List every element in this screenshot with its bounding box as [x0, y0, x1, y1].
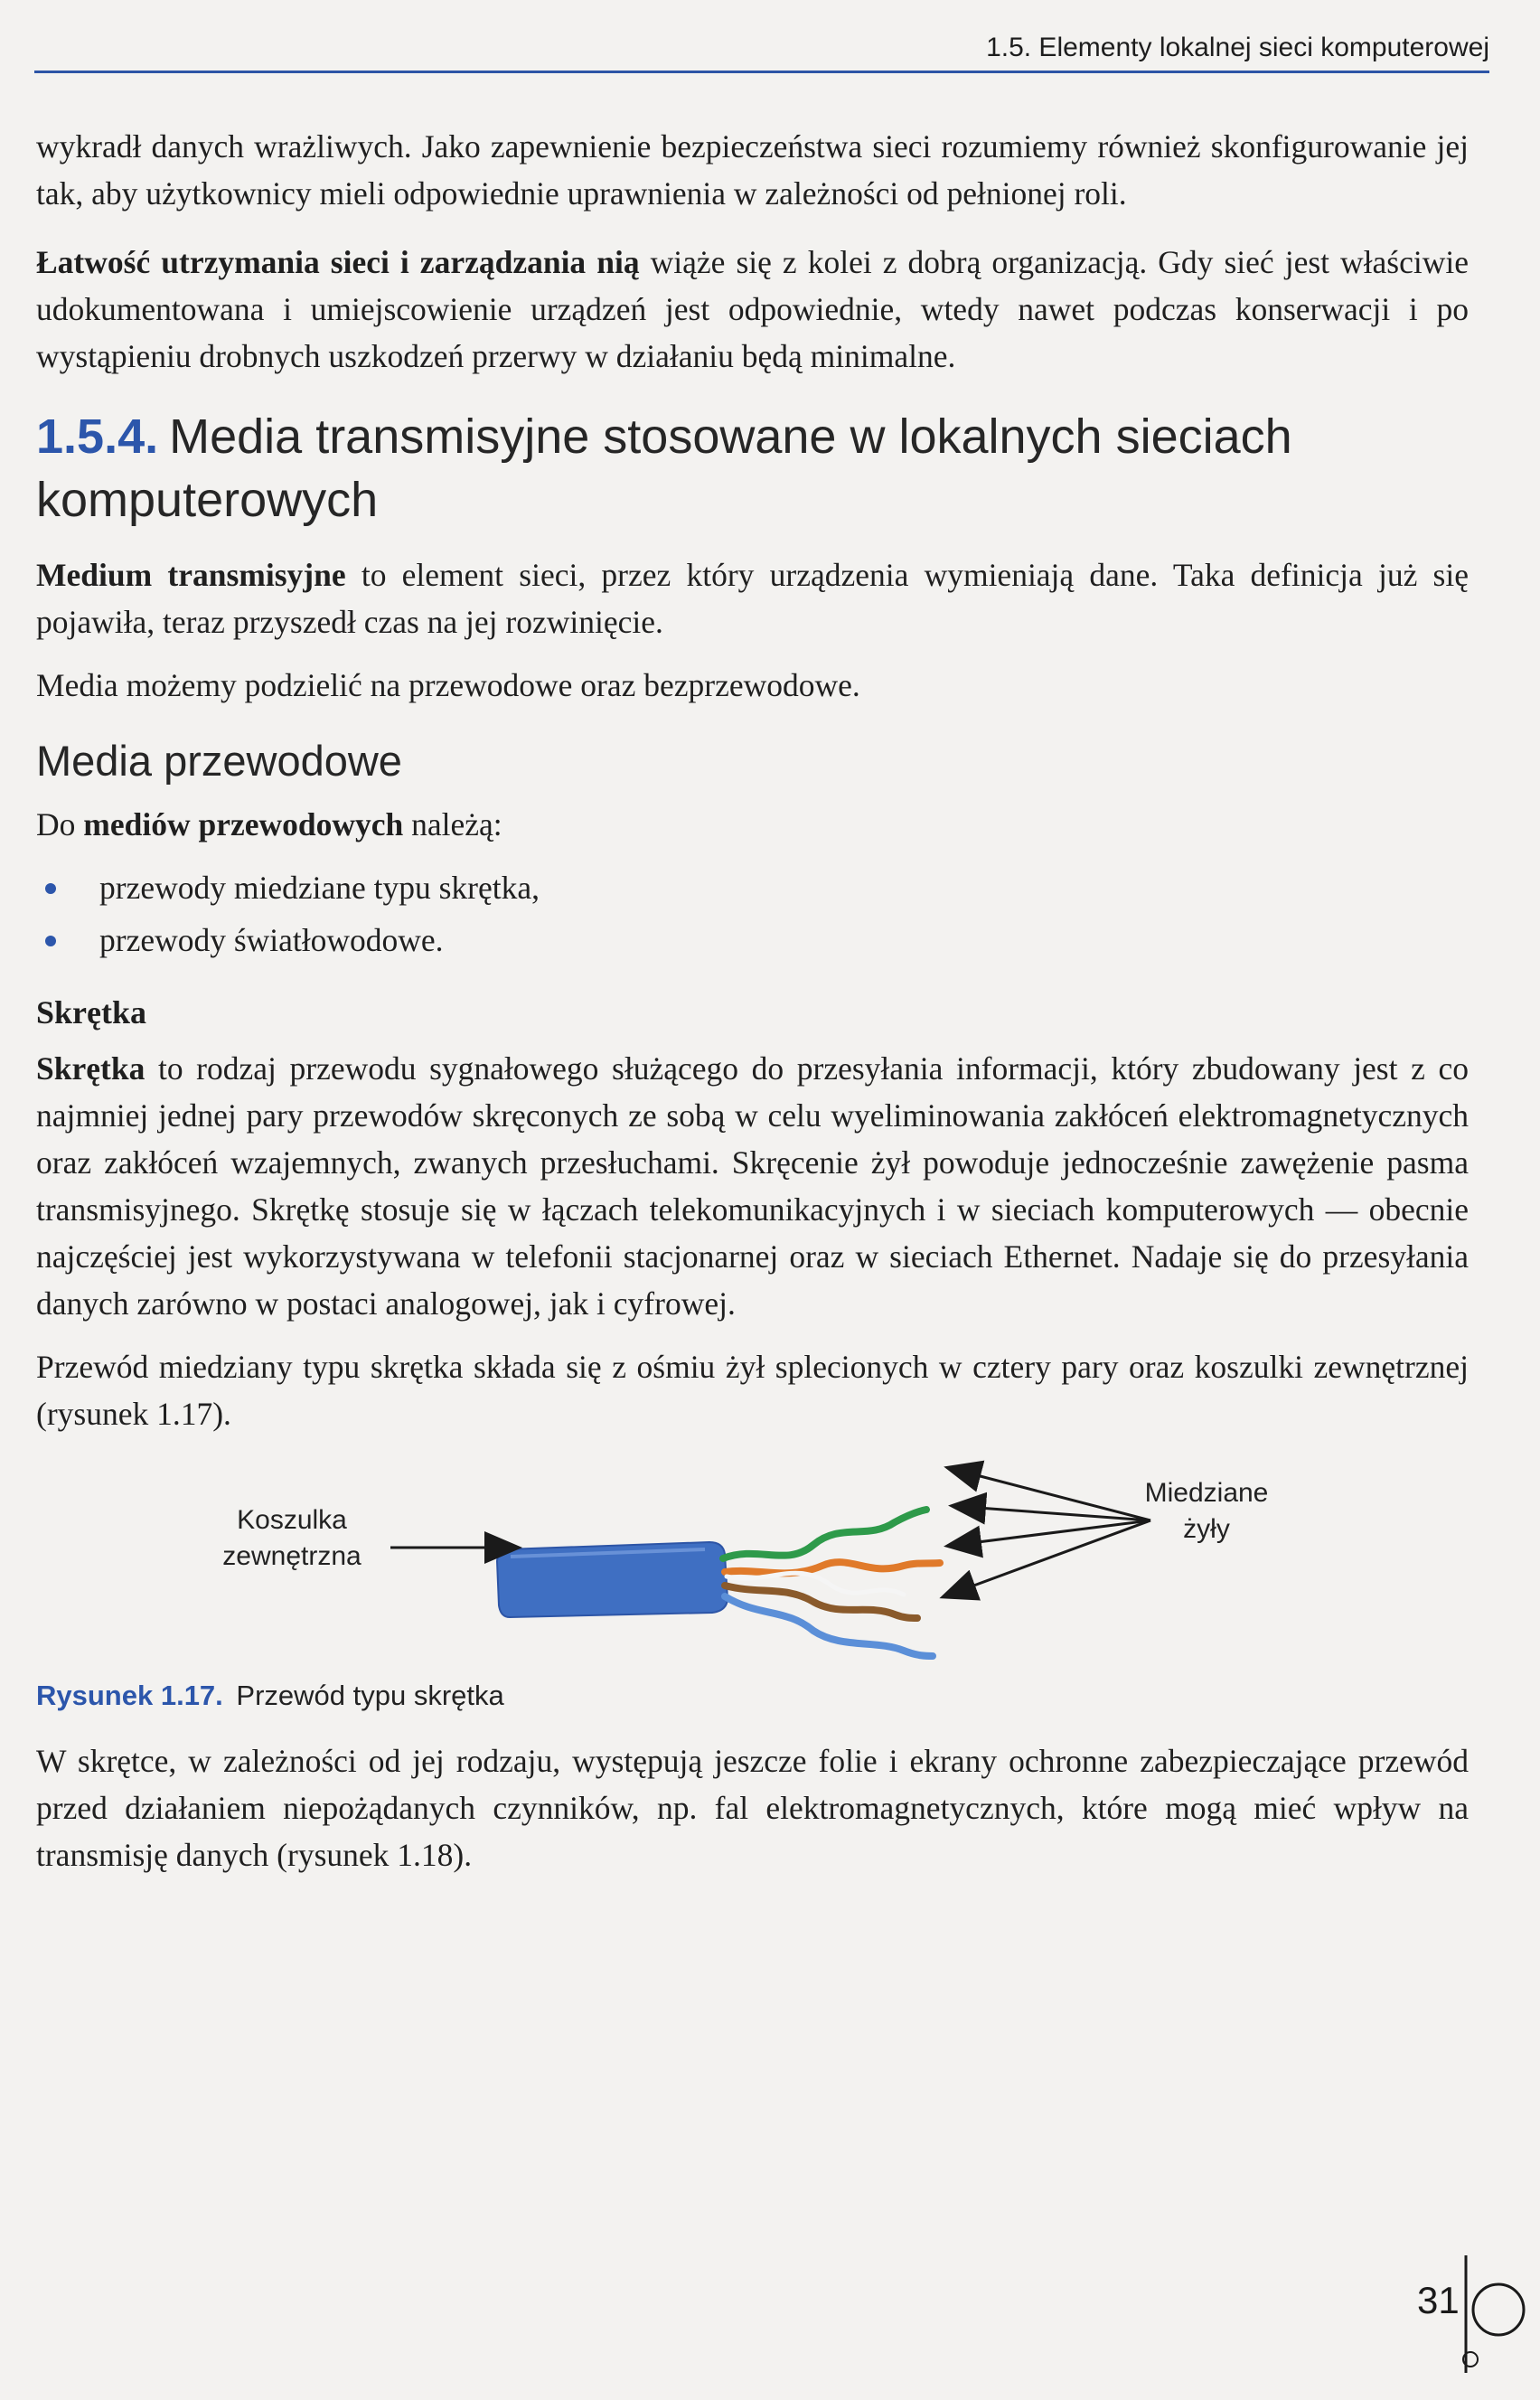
running-header: 1.5. Elementy lokalnej sieci komputerowej [986, 33, 1489, 62]
wire-orange [725, 1562, 940, 1573]
section-number: 1.5.4. [36, 409, 159, 464]
skretka-heading: Skrętka [36, 994, 147, 1031]
media-list [36, 864, 1469, 964]
list-item [36, 917, 1469, 964]
figure-label-jacket-line2: zewnętrzna [222, 1541, 362, 1571]
arrow-to-wire-3 [949, 1520, 1150, 1546]
skretka-paragraph-1-bold: Skrętka [36, 1050, 146, 1087]
page-number: 31 [1417, 2279, 1460, 2321]
subsection-lead [36, 801, 1469, 848]
subsection-heading: Media przewodowe [36, 737, 402, 785]
bullet-icon [45, 883, 56, 894]
section-paragraph-2: Media możemy podzielić na przewodowe oraz bezprzewodowe. [36, 667, 860, 703]
list-item-text: przewody miedziane typu skrętka, [99, 870, 540, 906]
twisted-pair-cable-illustration [36, 1459, 1469, 1667]
figure-caption-number: Rysunek 1.17. [36, 1680, 223, 1711]
intro-paragraph-2-text: wiąże się z kolei z dobrą organizacją. Gdy sieć jest właściwie udokumentowana i umiejscowienie urządzeń jest odpowiednie, wtedy nawet podczas konserwacji i po wystąpieniu drobnych uszkodzeń przerwy w działaniu będą minimalne. [36, 244, 1469, 374]
section-paragraph-1-bold: Medium transmisyjne [36, 557, 346, 593]
wire-green [723, 1510, 926, 1558]
figure-label-wires-line2: żyły [1183, 1514, 1230, 1544]
section-title: Media transmisyjne stosowane w lokalnych sieciach komputerowych [36, 409, 1292, 527]
page-corner-mark-icon [1457, 2255, 1529, 2373]
arrow-to-wire-4 [944, 1520, 1150, 1596]
skretka-paragraph-1-text: to rodzaj przewodu sygnałowego służącego do przesyłania informacji, który zbudowany jest z co najmniej jednej pary przewodów skręconych ze sobą w celu wyeliminowania zakłóceń elektromagnetycznych oraz zakłóceń wzajemnych, zwanych przesłuchami. Skręcenie żył powoduje jednocześnie zawężenie pasma transmisyjnego. Skrętkę stosuje się w łączach telekomunikacyjnych i w sieciach komputerowych — obecnie najczęściej jest wykorzystywana w telefonii stacjonarnej oraz w sieciach Ethernet. Nadaje się do przesyłania danych zarówno w postaci analogowej, jak i cyfrowej. [36, 1050, 1469, 1322]
intro-paragraph-1: wykradł danych wrażliwych. Jako zapewnienie bezpieczeństwa sieci rozumiemy również skonfigurowanie jej tak, aby użytkownicy mieli odpowiednie uprawnienia w zależności od pełnionej roli. [36, 128, 1469, 212]
figure-label-jacket-line1: Koszulka [237, 1505, 347, 1535]
section-paragraph-1 [36, 551, 1469, 645]
figure-label-wires-line1: Miedziane [1144, 1478, 1269, 1508]
section-paragraph-1-text: to element sieci, przez który urządzenia wymieniają dane. Taka definicja już się pojawiła, teraz przyszedł czas na jej rozwinięcie. [36, 557, 1469, 640]
subsection-lead-post: należą: [403, 806, 502, 842]
list-item-text: przewody światłowodowe. [99, 922, 444, 958]
figure-caption-text: Przewód typu skrętka [236, 1680, 504, 1711]
intro-paragraph-2 [36, 239, 1469, 380]
closing-paragraph: W skrętce, w zależności od jej rodzaju, występują jeszcze folie i ekrany ochronne zabezpieczające przewód przed działaniem niepożądanych czynników, np. fal elektromagnetycznych, które mogą mieć wpływ na transmisję danych (rysunek 1.18). [36, 1743, 1469, 1873]
figure-caption [36, 1680, 1469, 1712]
skretka-paragraph-2: Przewód miedziany typu skrętka składa się z ośmiu żył splecionych w cztery pary oraz koszulki zewnętrznej (rysunek 1.17). [36, 1349, 1469, 1432]
section-heading [36, 405, 1469, 532]
figure-twisted-pair [36, 1459, 1469, 1667]
subsection-lead-pre: Do [36, 806, 84, 842]
intro-paragraph-2-bold: Łatwość utrzymania sieci i zarządzania nią [36, 244, 640, 280]
page-content [36, 123, 1469, 1900]
header-rule [34, 71, 1489, 73]
subsection-lead-bold: mediów przewodowych [83, 806, 404, 842]
list-item [36, 864, 1469, 911]
bullet-icon [45, 936, 56, 946]
skretka-paragraph-1 [36, 1045, 1469, 1327]
